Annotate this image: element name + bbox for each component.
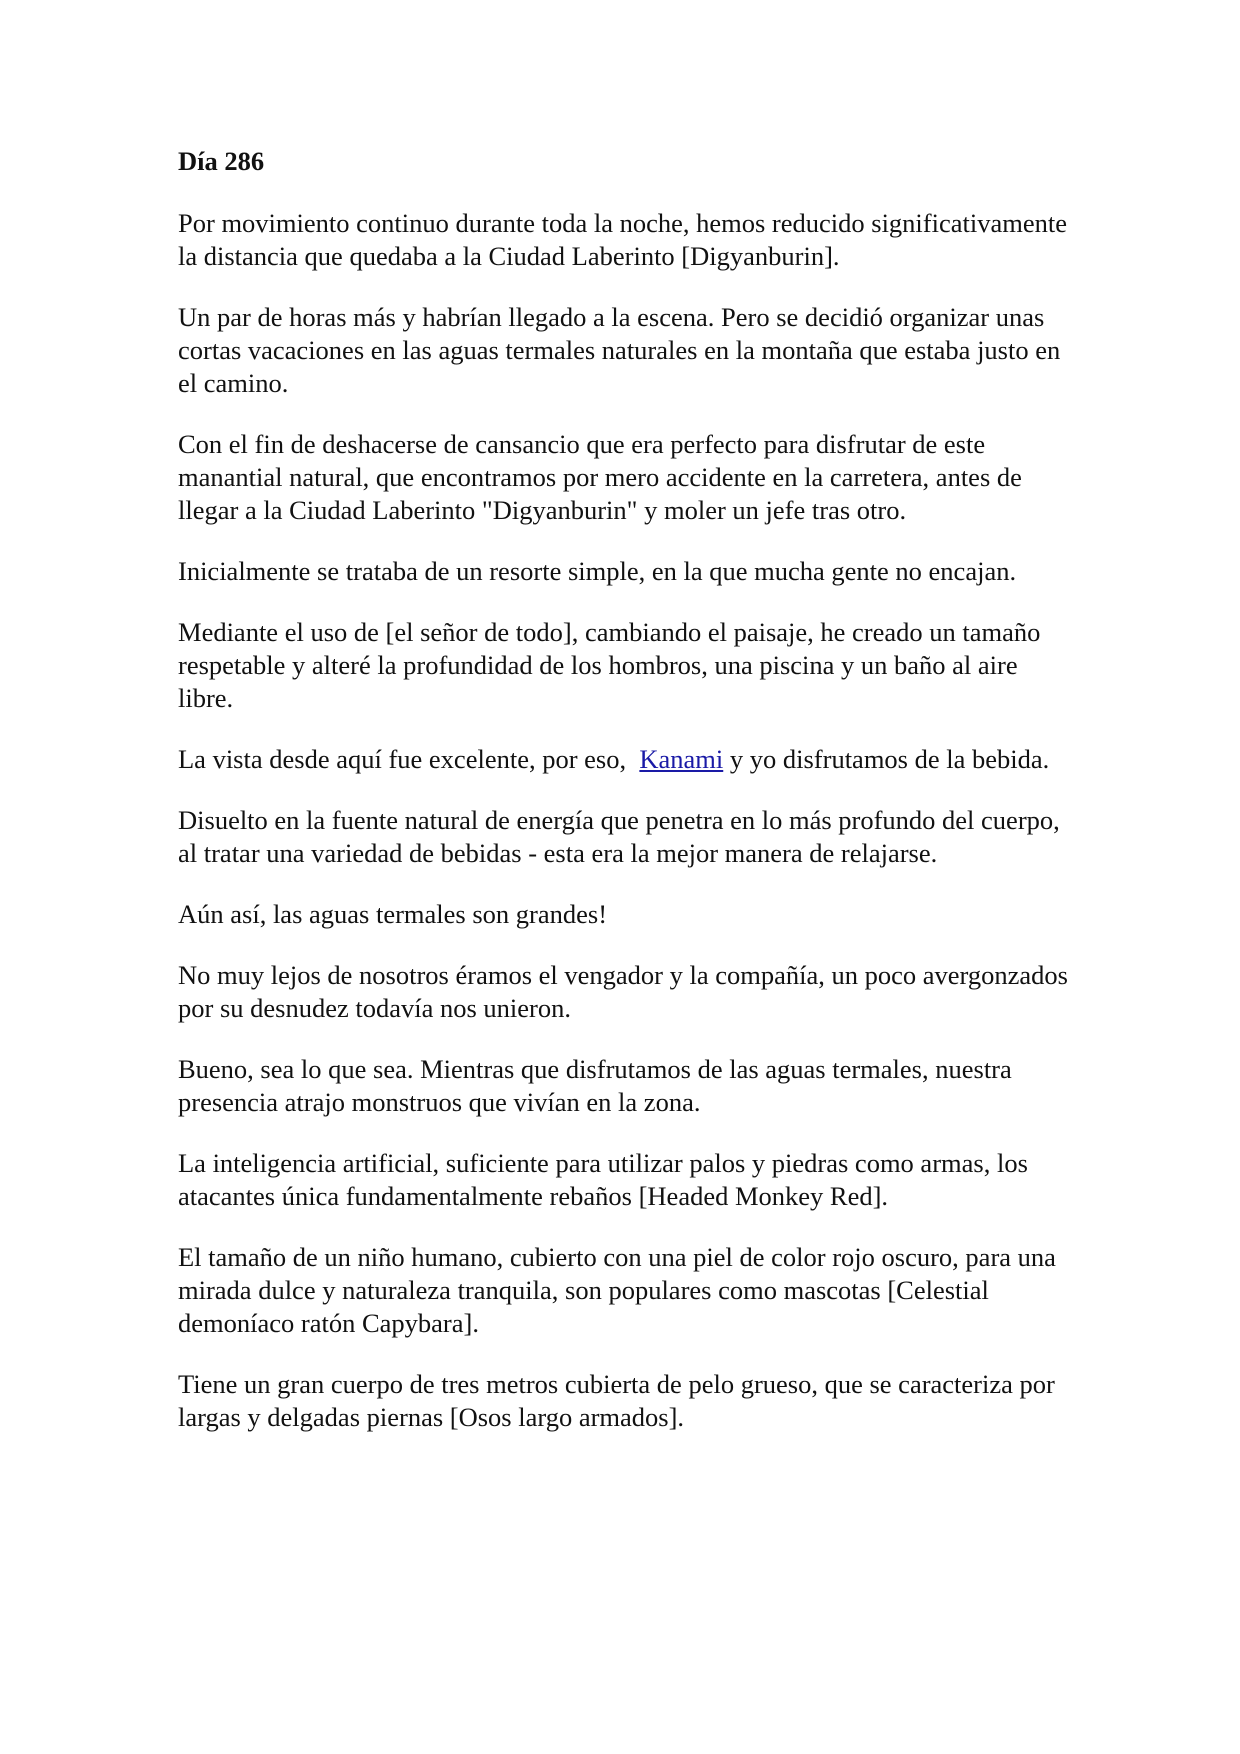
paragraph-9: No muy lejos de nosotros éramos el vengador y la compañía, un poco avergonzados por su desnudez todavía nos unieron.: [178, 960, 1068, 1023]
paragraph-13: Tiene un gran cuerpo de tres metros cubierta de pelo grueso, que se caracteriza por largas y delgadas piernas [Osos largo armados].: [178, 1369, 1055, 1432]
chapter-title: Día 286: [178, 146, 265, 176]
paragraph-7: Disuelto en la fuente natural de energía que penetra en lo más profundo del cuerpo, al tratar una variedad de bebidas - esta era la mejor manera de relajarse.: [178, 805, 1060, 868]
paragraph-8: Aún así, las aguas termales son grandes!: [178, 899, 608, 929]
paragraph-1: Por movimiento continuo durante toda la noche, hemos reducido significativamente la distancia que quedaba a la Ciudad Laberinto [Digyanburin].: [178, 208, 1067, 271]
kanami-link[interactable]: Kanami: [639, 744, 724, 774]
paragraph-5: Mediante el uso de [el señor de todo], cambiando el paisaje, he creado un tamaño respetable y alteré la profundidad de los hombros, una piscina y un baño al aire libre.: [178, 617, 1041, 713]
paragraph-6-text-after: y yo disfrutamos de la bebida.: [723, 744, 1050, 774]
paragraph-4: Inicialmente se trataba de un resorte simple, en la que mucha gente no encajan.: [178, 556, 1017, 586]
paragraph-2: Un par de horas más y habrían llegado a la escena. Pero se decidió organizar unas cortas vacaciones en las aguas termales naturales en la montaña que estaba justo en el camino.: [178, 302, 1061, 398]
paragraph-6-text-before: La vista desde aquí fue excelente, por eso,: [178, 744, 633, 774]
paragraph-11: La inteligencia artificial, suficiente para utilizar palos y piedras como armas, los atacantes única fundamentalmente rebaños [Headed Monkey Red].: [178, 1148, 1028, 1211]
document-page: [178, 145, 1078, 1462]
paragraph-12: El tamaño de un niño humano, cubierto con una piel de color rojo oscuro, para una mirada dulce y naturaleza tranquila, son populares como mascotas [Celestial demoníaco ratón Capybara].: [178, 1242, 1056, 1338]
paragraph-3: Con el fin de deshacerse de cansancio que era perfecto para disfrutar de este manantial natural, que encontramos por mero accidente en la carretera, antes de llegar a la Ciudad Laberinto "Digyanburin" y moler un jefe tras otro.: [178, 429, 1022, 525]
paragraph-10: Bueno, sea lo que sea. Mientras que disfrutamos de las aguas termales, nuestra presencia atrajo monstruos que vivían en la zona.: [178, 1054, 1012, 1117]
paragraph-6: [178, 743, 1078, 776]
